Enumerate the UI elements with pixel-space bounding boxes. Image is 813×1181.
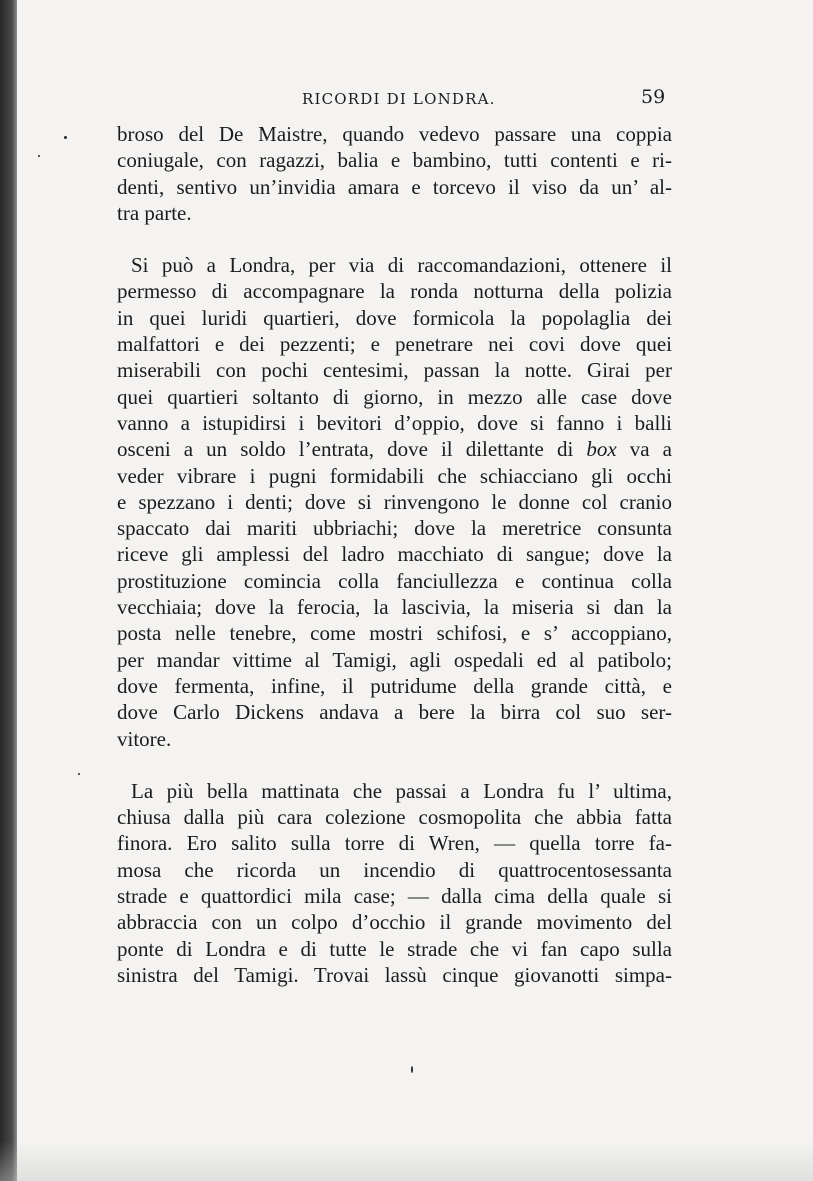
text-line: prostituzione comincia colla fanciullezza e continua colla	[117, 568, 672, 593]
text-line: quei quartieri soltanto di giorno, in mezzo alle case dove	[117, 384, 672, 409]
text-line: sinistra del Tamigi. Trovai lassù cinque giovanotti simpa-	[117, 962, 672, 987]
italic-word: box	[586, 437, 617, 462]
paragraph-gap	[117, 752, 672, 778]
text-line: denti, sentivo un’invidia amara e torcevo il viso da un’ al-	[117, 174, 672, 199]
text-line: tra parte.	[117, 200, 192, 225]
paragraph	[117, 121, 672, 226]
text-line: e spezzano i denti; dove si rinvengono le donne col cranio	[117, 489, 672, 514]
text-line: vecchiaia; dove la ferocia, la lascivia, la miseria si dan la	[117, 595, 672, 620]
ink-speck	[78, 773, 80, 775]
paragraph	[117, 252, 672, 752]
text-line: Si può a Londra, per via di raccomandazioni, ottenere il	[131, 253, 672, 278]
text-line: chiusa dalla più cara colezione cosmopolita che abbia fatta	[117, 805, 672, 830]
text-line: osceni a un soldo l’entrata, dove il dilettante di box va a	[117, 437, 672, 462]
text-line: La più bella mattinata che passai a Londra fu l’ ultima,	[131, 778, 672, 803]
text-line: finora. Ero salito sulla torre di Wren, — quella torre fa-	[117, 831, 672, 856]
text-line: strade e quattordici mila case; — dalla cima della quale si	[117, 884, 672, 909]
page-number: 59	[641, 86, 666, 108]
ink-speck	[64, 136, 67, 139]
text-line: posta nelle tenebre, come mostri schifosi, e s’ accoppiano,	[117, 621, 672, 646]
text-line: vanno a istupidirsi i bevitori d’oppio, dove si fanno i balli	[117, 410, 672, 435]
text-line: riceve gli amplessi del ladro macchiato di sangue; dove la	[117, 542, 672, 567]
text-line: ponte di Londra e di tutte le strade che vi fan capo sulla	[117, 936, 672, 961]
text-line: veder vibrare i pugni formidabili che schiacciano gli occhi	[117, 463, 672, 488]
paragraph	[117, 778, 672, 988]
body-text	[117, 121, 672, 988]
page-shadow	[0, 1141, 813, 1181]
text-line: dove fermenta, infine, il putridume della grande città, e	[117, 673, 672, 698]
text-line: malfattori e dei pezzenti; e penetrare nei covi dove quei	[117, 332, 672, 357]
text-line: permesso di accompagnare la ronda notturna della polizia	[117, 279, 672, 304]
text-line: per mandar vittime al Tamigi, agli ospedali ed al patibolo;	[117, 647, 672, 672]
running-head	[0, 86, 813, 112]
text-line: in quei luridi quartieri, dove formicola la popolaglia dei	[117, 305, 672, 330]
text-line: broso del De Maistre, quando vedevo passare una coppia	[117, 122, 672, 146]
text-line: mosa che ricorda un incendio di quattrocentosessanta	[117, 857, 672, 882]
text-line: miserabili con pochi centesimi, passan la notte. Girai per	[117, 358, 672, 383]
text-line: spaccato dai mariti ubbriachi; dove la meretrice consunta	[117, 516, 672, 541]
binding-edge	[0, 0, 17, 1181]
paragraph-gap	[117, 226, 672, 252]
text-line: abbraccia con un colpo d’occhio il grande movimento del	[117, 910, 672, 935]
ink-speck	[38, 155, 40, 157]
ink-speck	[411, 1066, 413, 1073]
text-line: dove Carlo Dickens andava a bere la birra col suo ser-	[117, 700, 672, 725]
text-line: coniugale, con ragazzi, balia e bambino, tutti contenti e ri-	[117, 148, 672, 173]
text-line: vitore.	[117, 726, 172, 751]
running-title: RICORDI DI LONDRA.	[302, 90, 496, 108]
